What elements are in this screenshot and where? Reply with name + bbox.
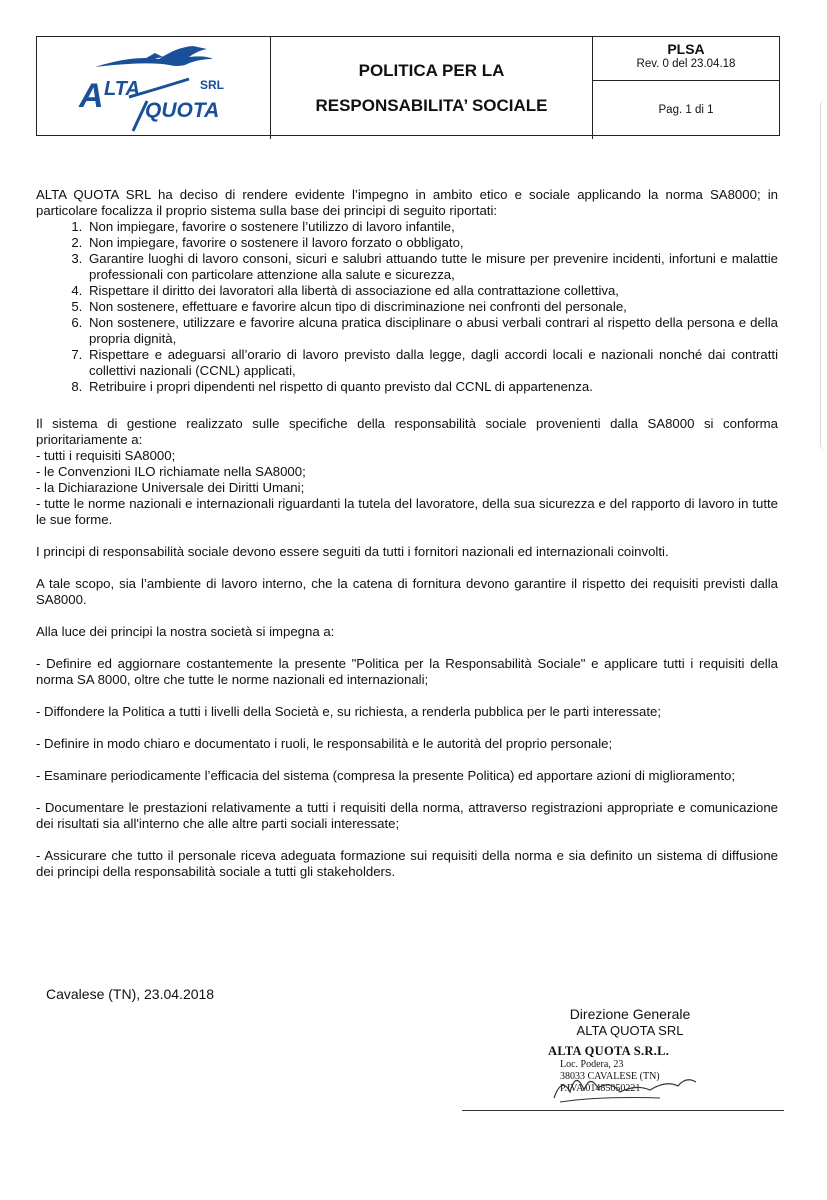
svg-text:SRL: SRL: [200, 78, 224, 92]
signature-line: [462, 1110, 784, 1111]
list-item: - Definire in modo chiaro e documentato i ruoli, le responsabilità e le autorità del proprio personale;: [36, 736, 613, 751]
mountain-bird-logo-icon: [37, 37, 271, 135]
page-number: Pag. 1 di 1: [658, 104, 714, 116]
list-item: 4. Rispettare il diritto dei lavoratori alla libertà di associazione ed alla contrattazione collettiva,: [86, 283, 778, 299]
list-item: - le Convenzioni ILO richiamate nella SA8000;: [36, 464, 306, 479]
svg-text:LTA: LTA: [104, 78, 140, 100]
list-item: - Assicurare che tutto il personale riceva adeguata formazione sui requisiti della norma e sia definito un sistema di diffusione dei principi della responsabilità sociale a tutti gli stakeholders.: [36, 848, 778, 879]
revision-label: Rev. 0 del 23.04.18: [636, 58, 736, 70]
stamp-vat: P.IVA 01485050221: [560, 1083, 641, 1094]
list-item: 8. Retribuire i propri dipendenti nel rispetto di quanto previsto dal CCNL di appartenenza.: [86, 379, 778, 395]
title-line-1: POLITICA PER LA: [358, 61, 505, 80]
list-item: - Documentare le prestazioni relativamente a tutti i requisiti della norma, attraverso registrazioni appropriate e comunicazione dei risultati sia all'interno che alle altre parti sociali interessate;: [36, 800, 778, 831]
revision-box: [593, 37, 779, 81]
list-item: 3. Garantire luoghi di lavoro consoni, sicuri e salubri attuando tutte le misure per prevenire incidenti, infortuni e malattie professionali con particolare attenzione alla salute e sicurezza,: [86, 251, 778, 283]
signatory-block: [540, 1006, 720, 1039]
svg-text:QUOTA: QUOTA: [145, 99, 220, 122]
company-logo: [37, 37, 271, 139]
document-title: [271, 37, 593, 139]
signatory-company: ALTA QUOTA SRL: [576, 1023, 684, 1038]
document-header: [36, 36, 780, 136]
stamp-address: Loc. Podera, 23: [560, 1059, 624, 1070]
principles-list: [36, 219, 778, 395]
document-meta: [593, 37, 779, 139]
document-code: PLSA: [667, 41, 705, 57]
signatory-role: Direzione Generale: [569, 1006, 691, 1022]
handwritten-signature-icon: [540, 1040, 710, 1110]
supply-chain-paragraph: A tale scopo, sia l’ambiente di lavoro interno, che la catena di fornitura devono garantire il rispetto dei requisiti previsti dalla SA8000.: [36, 576, 778, 607]
place-date: Cavalese (TN), 23.04.2018: [46, 986, 215, 1002]
list-item: 2. Non impiegare, favorire o sostenere il lavoro forzato o obbligato,: [86, 235, 778, 251]
list-item: - la Dichiarazione Universale dei Diritti Umani;: [36, 480, 305, 495]
stamp-name: ALTA QUOTA S.R.L.: [548, 1044, 670, 1058]
scroll-edge-marker: [820, 100, 827, 450]
suppliers-paragraph: I principi di responsabilità sociale devono essere seguiti da tutti i fornitori nazionali ed internazionali coinvolti.: [36, 544, 669, 559]
list-item: 6. Non sostenere, utilizzare e favorire alcuna pratica disciplinare o abusi verbali contrari al rispetto della persona e della propria dignità,: [86, 315, 778, 347]
svg-text:A: A: [79, 77, 104, 115]
title-line-2: RESPONSABILITA’ SOCIALE: [315, 96, 548, 115]
intro-paragraph: ALTA QUOTA SRL ha deciso di rendere evidente l’impegno in ambito etico e sociale applicando la norma SA8000; in particolare focalizza il proprio sistema sulla base dei principi di seguito riportati:: [36, 187, 778, 218]
list-item: 7. Rispettare e adeguarsi all’orario di lavoro previsto dalla legge, dagli accordi locali e nazionali nonché dai contratti collettivi nazionali (CCNL) applicati,: [86, 347, 778, 379]
list-item: - Esaminare periodicamente l’efficacia del sistema (compresa la presente Politica) ed apportare azioni di miglioramento;: [36, 768, 736, 783]
list-item: 5. Non sostenere, effettuare e favorire alcun tipo di discriminazione nei confronti del personale,: [86, 299, 778, 315]
list-item: - tutte le norme nazionali e internazionali riguardanti la tutela del lavoratore, della sua sicurezza e del rapporto di lavoro in tutte le sue forme.: [36, 496, 778, 527]
policy-body: [36, 187, 778, 880]
system-intro-paragraph: Il sistema di gestione realizzato sulle specifiche della responsabilità sociale provenienti dalla SA8000 si conforma prioritariamente a:: [36, 416, 778, 447]
stamp-city: 38033 CAVALESE (TN): [560, 1071, 660, 1082]
list-item: 1. Non impiegare, favorire o sostenere l’utilizzo di lavoro infantile,: [86, 219, 778, 235]
list-item: - tutti i requisiti SA8000;: [36, 448, 176, 463]
list-item: - Definire ed aggiornare costantemente la presente "Politica per la Responsabilità Sociale" e applicare tutti i requisiti della norma SA 8000, oltre che tutte le norme nazionali ed internazionali;: [36, 656, 778, 687]
commitment-intro: Alla luce dei principi la nostra società si impegna a:: [36, 624, 335, 639]
list-item: - Diffondere la Politica a tutti i livelli della Società e, su richiesta, a renderla pubblica per le parti interessate;: [36, 704, 662, 719]
